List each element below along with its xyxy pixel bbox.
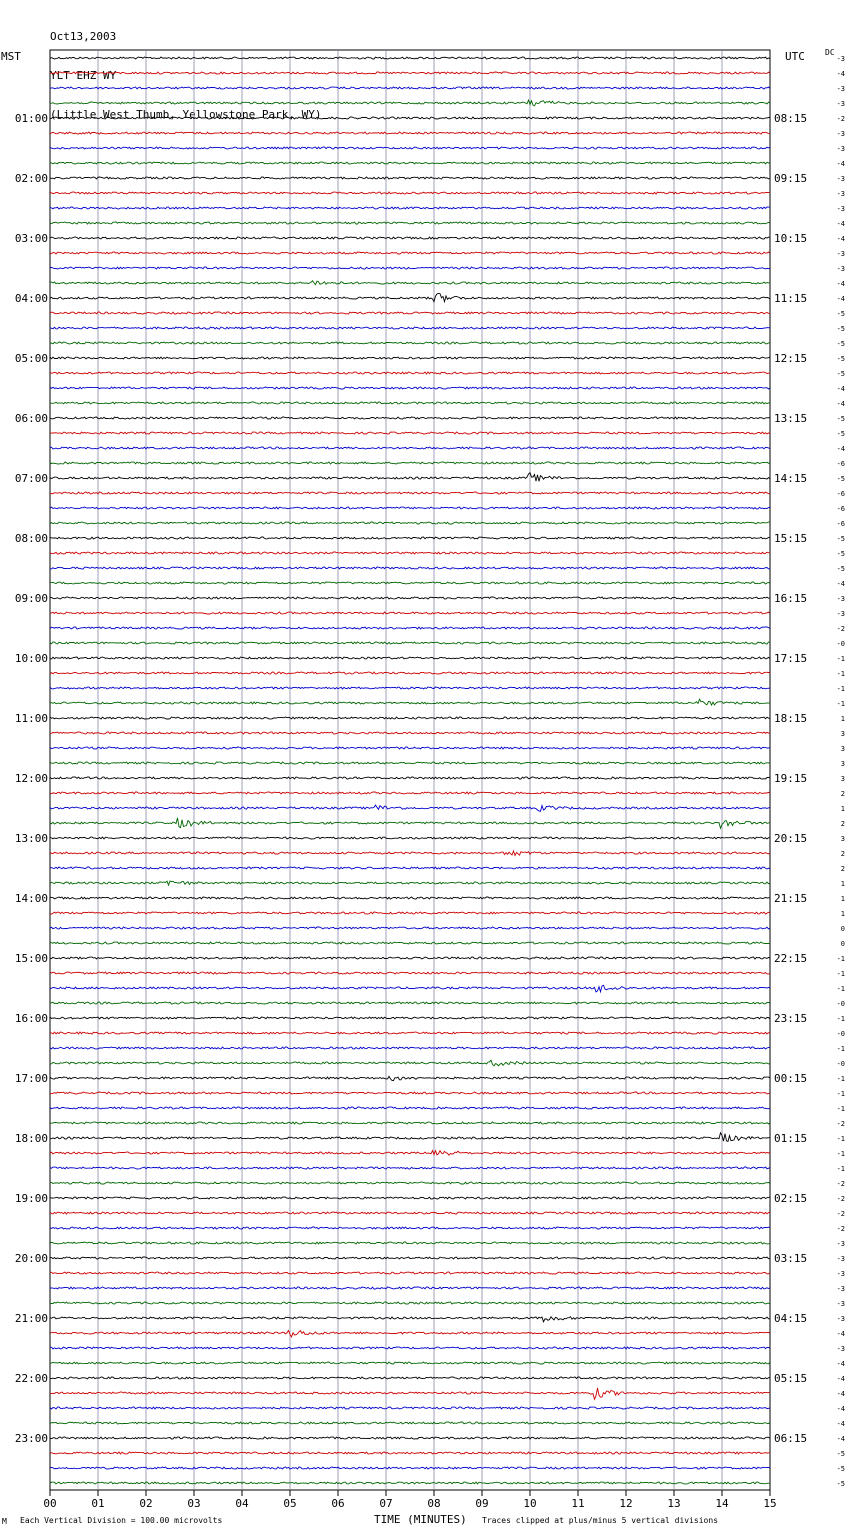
seismic-trace	[50, 357, 770, 359]
dc-offset-value: -4	[836, 220, 845, 228]
seismic-trace	[50, 1347, 770, 1349]
seismic-trace	[50, 1151, 770, 1156]
seismic-trace	[50, 462, 770, 464]
dc-offset-value: -4	[836, 385, 845, 393]
dc-offset-value: -3	[836, 1345, 845, 1353]
mst-hour-label: 12:00	[14, 772, 48, 785]
x-tick-label: 14	[715, 1497, 729, 1510]
dc-offset-value: -0	[836, 1060, 845, 1068]
dc-offset-value: 3	[840, 745, 845, 753]
utc-hour-label: 19:15	[774, 772, 808, 785]
dc-offset-value: -1	[836, 685, 845, 693]
seismic-trace	[50, 1452, 770, 1454]
dc-offset-value: 2	[840, 820, 845, 828]
utc-hour-label: 01:15	[774, 1132, 808, 1145]
mst-hour-label: 07:00	[14, 472, 48, 485]
seismic-trace	[50, 192, 770, 194]
seismic-trace	[50, 522, 770, 524]
seismic-trace	[50, 1272, 770, 1274]
utc-hour-label: 21:15	[774, 892, 808, 905]
seismic-trace	[50, 1197, 770, 1199]
seismic-trace	[50, 87, 770, 89]
utc-hour-label: 04:15	[774, 1312, 808, 1325]
corner-mark: M	[2, 1517, 7, 1526]
dc-offset-value: 2	[840, 850, 845, 858]
seismic-trace	[50, 100, 770, 106]
x-tick-label: 05	[283, 1497, 297, 1510]
dc-offset-value: 2	[840, 790, 845, 798]
dc-offset-value: -5	[836, 310, 845, 318]
dc-offset-value: -4	[836, 1405, 845, 1413]
seismic-trace	[50, 1482, 770, 1484]
dc-offset-value: -4	[836, 1420, 845, 1428]
plot-frame	[50, 50, 770, 1490]
utc-hour-label: 18:15	[774, 712, 808, 725]
dc-offset-value: -4	[836, 1435, 845, 1443]
mst-hour-label: 08:00	[14, 532, 48, 545]
seismic-trace	[50, 342, 770, 344]
mst-hour-label: 16:00	[14, 1012, 48, 1025]
plot-date: Oct13,2003	[50, 30, 117, 43]
seismic-trace	[50, 1437, 770, 1439]
seismic-trace	[50, 1107, 770, 1109]
utc-hour-label: 14:15	[774, 472, 808, 485]
mst-hour-label: 23:00	[14, 1432, 48, 1445]
dc-offset-value: -3	[836, 130, 845, 138]
seismic-trace	[50, 473, 770, 482]
seismic-trace	[50, 1002, 770, 1004]
seismic-trace	[50, 582, 770, 584]
seismic-trace	[50, 1287, 770, 1289]
seismic-trace	[50, 942, 770, 944]
dc-offset-value: -2	[836, 115, 845, 123]
seismic-trace	[50, 1317, 770, 1322]
x-tick-label: 06	[331, 1497, 345, 1510]
dc-offset-value: -1	[836, 700, 845, 708]
utc-hour-label: 17:15	[774, 652, 808, 665]
utc-hour-label: 06:15	[774, 1432, 808, 1445]
dc-offset-value: -1	[836, 1105, 845, 1113]
dc-offset-value: 3	[840, 760, 845, 768]
x-tick-label: 02	[139, 1497, 153, 1510]
mst-hour-label: 13:00	[14, 832, 48, 845]
dc-offset-value: -5	[836, 1465, 845, 1473]
x-tick-label: 08	[427, 1497, 441, 1510]
dc-offset-value: -5	[836, 340, 845, 348]
x-tick-label: 12	[619, 1497, 633, 1510]
seismic-trace	[50, 1227, 770, 1229]
mst-hour-label: 02:00	[14, 172, 48, 185]
seismic-trace	[50, 147, 770, 149]
seismic-trace	[50, 117, 770, 119]
mst-hour-label: 14:00	[14, 892, 48, 905]
seismic-trace	[50, 293, 770, 301]
dc-offset-value: -2	[836, 1210, 845, 1218]
dc-offset-value: -6	[836, 505, 845, 513]
mst-hour-label: 09:00	[14, 592, 48, 605]
dc-offset-value: -0	[836, 1000, 845, 1008]
x-tick-label: 00	[43, 1497, 57, 1510]
utc-hour-label: 20:15	[774, 832, 808, 845]
dc-offset-value: -1	[836, 970, 845, 978]
seismic-trace	[50, 1133, 770, 1142]
dc-offset-value: 1	[840, 805, 845, 813]
seismic-trace	[50, 57, 770, 59]
seismic-trace	[50, 417, 770, 419]
x-tick-label: 09	[475, 1497, 489, 1510]
dc-offset-value: -5	[836, 1450, 845, 1458]
dc-offset-value: 1	[840, 880, 845, 888]
seismic-trace	[50, 747, 770, 749]
seismic-trace	[50, 281, 770, 285]
seismic-trace	[50, 627, 770, 629]
seismic-trace	[50, 897, 770, 899]
x-tick-label: 04	[235, 1497, 249, 1510]
station-code: YLT EHZ WY	[50, 69, 117, 82]
dc-offset-header: DC	[825, 48, 835, 57]
dc-offset-value: 1	[840, 715, 845, 723]
seismic-trace	[50, 762, 770, 764]
dc-offset-value: 1	[840, 895, 845, 903]
dc-offset-value: -4	[836, 1330, 845, 1338]
dc-offset-value: -0	[836, 1030, 845, 1038]
seismic-trace	[50, 372, 770, 374]
seismic-trace	[50, 1182, 770, 1184]
utc-hour-label: 08:15	[774, 112, 808, 125]
seismic-trace	[50, 657, 770, 659]
seismic-trace	[50, 1407, 770, 1409]
seismic-trace	[50, 1257, 770, 1259]
seismic-trace	[50, 1302, 770, 1304]
mst-hour-label: 20:00	[14, 1252, 48, 1265]
x-tick-label: 13	[667, 1497, 681, 1510]
seismic-trace	[50, 805, 770, 811]
seismic-trace	[50, 837, 770, 839]
utc-hour-label: 12:15	[774, 352, 808, 365]
clipping-note: Traces clipped at plus/minus 5 vertical divisions	[482, 1516, 719, 1525]
dc-offset-value: -3	[836, 1240, 845, 1248]
dc-offset-value: -5	[836, 1480, 845, 1488]
x-tick-label: 15	[763, 1497, 777, 1510]
seismic-trace	[50, 732, 770, 734]
seismic-trace	[50, 777, 770, 779]
seismic-trace	[50, 1388, 770, 1399]
dc-offset-value: -2	[836, 1180, 845, 1188]
x-tick-label: 03	[187, 1497, 201, 1510]
x-tick-label: 11	[571, 1497, 585, 1510]
utc-hour-label: 09:15	[774, 172, 808, 185]
dc-offset-value: -1	[836, 1165, 845, 1173]
dc-offset-value: -1	[836, 1150, 845, 1158]
dc-offset-value: -6	[836, 460, 845, 468]
dc-offset-value: -6	[836, 520, 845, 528]
dc-offset-value: -5	[836, 325, 845, 333]
dc-offset-value: -3	[836, 85, 845, 93]
dc-offset-value: -2	[836, 625, 845, 633]
seismic-trace	[50, 597, 770, 599]
dc-offset-value: -1	[836, 1045, 845, 1053]
mst-hour-label: 11:00	[14, 712, 48, 725]
dc-offset-value: -1	[836, 655, 845, 663]
seismic-trace	[50, 672, 770, 674]
mst-hour-label: 03:00	[14, 232, 48, 245]
seismic-trace	[50, 792, 770, 794]
dc-offset-value: -3	[836, 190, 845, 198]
seismic-trace	[50, 1060, 770, 1066]
seismic-trace	[50, 267, 770, 269]
mst-hour-label: 01:00	[14, 112, 48, 125]
seismic-trace	[50, 642, 770, 644]
dc-offset-value: -3	[836, 1255, 845, 1263]
seismic-trace	[50, 552, 770, 554]
dc-offset-value: -5	[836, 565, 845, 573]
seismic-trace	[50, 1076, 770, 1080]
dc-offset-value: -1	[836, 1015, 845, 1023]
dc-offset-value: -3	[836, 1285, 845, 1293]
seismic-trace	[50, 612, 770, 614]
dc-offset-value: -5	[836, 430, 845, 438]
utc-hour-label: 05:15	[774, 1372, 808, 1385]
dc-offset-value: -4	[836, 160, 845, 168]
seismic-trace	[50, 237, 770, 239]
utc-hour-label: 13:15	[774, 412, 808, 425]
dc-offset-value: -5	[836, 355, 845, 363]
utc-hour-label: 03:15	[774, 1252, 808, 1265]
dc-offset-value: -3	[836, 610, 845, 618]
seismic-trace	[50, 687, 770, 689]
utc-hour-label: 16:15	[774, 592, 808, 605]
seismic-trace	[50, 867, 770, 869]
dc-offset-value: -1	[836, 1090, 845, 1098]
dc-offset-value: -5	[836, 535, 845, 543]
seismic-trace	[50, 1467, 770, 1469]
dc-offset-value: -4	[836, 1360, 845, 1368]
seismic-trace	[50, 985, 770, 992]
seismic-trace	[50, 717, 770, 719]
utc-hour-label: 10:15	[774, 232, 808, 245]
mst-hour-label: 21:00	[14, 1312, 48, 1325]
dc-offset-value: 2	[840, 865, 845, 873]
x-tick-label: 07	[379, 1497, 393, 1510]
dc-offset-value: -2	[836, 1195, 845, 1203]
utc-hour-label: 11:15	[774, 292, 808, 305]
seismic-trace	[50, 1331, 770, 1337]
seismic-trace	[50, 1047, 770, 1049]
seismic-trace	[50, 1212, 770, 1214]
dc-offset-value: 0	[840, 940, 845, 948]
seismic-trace	[50, 252, 770, 254]
seismic-trace	[50, 972, 770, 974]
mst-hour-label: 17:00	[14, 1072, 48, 1085]
seismic-trace	[50, 1422, 770, 1424]
vertical-division-note: Each Vertical Division = 100.00 microvolts	[20, 1516, 223, 1525]
utc-hour-label: 22:15	[774, 952, 808, 965]
dc-offset-value: -3	[836, 175, 845, 183]
seismic-trace	[50, 72, 770, 74]
seismic-trace	[50, 492, 770, 494]
dc-offset-value: -4	[836, 295, 845, 303]
dc-offset-value: -3	[836, 145, 845, 153]
mst-hour-label: 22:00	[14, 1372, 48, 1385]
seismic-trace	[50, 177, 770, 179]
dc-offset-value: -5	[836, 370, 845, 378]
dc-offset-value: -3	[836, 1300, 845, 1308]
right-timezone-label: UTC	[785, 50, 805, 63]
seismic-trace	[50, 957, 770, 959]
dc-offset-value: -3	[836, 250, 845, 258]
dc-offset-value: -4	[836, 400, 845, 408]
dc-offset-value: -4	[836, 280, 845, 288]
dc-offset-value: -1	[836, 670, 845, 678]
dc-offset-value: -3	[836, 100, 845, 108]
dc-offset-value: -1	[836, 1075, 845, 1083]
seismic-trace	[50, 207, 770, 209]
dc-offset-value: -6	[836, 490, 845, 498]
seismic-trace	[50, 387, 770, 389]
seismic-trace	[50, 222, 770, 224]
dc-offset-value: -3	[836, 595, 845, 603]
dc-offset-value: -5	[836, 475, 845, 483]
dc-offset-value: 1	[840, 910, 845, 918]
seismic-trace	[50, 537, 770, 539]
utc-hour-label: 15:15	[774, 532, 808, 545]
seismic-trace	[50, 851, 770, 856]
dc-offset-value: -4	[836, 580, 845, 588]
dc-offset-value: -1	[836, 985, 845, 993]
dc-offset-value: -2	[836, 1225, 845, 1233]
seismic-trace	[50, 132, 770, 134]
seismic-trace	[50, 1032, 770, 1034]
seismic-trace	[50, 447, 770, 449]
mst-hour-label: 18:00	[14, 1132, 48, 1145]
x-tick-label: 10	[523, 1497, 537, 1510]
mst-hour-label: 05:00	[14, 352, 48, 365]
dc-offset-value: -3	[836, 265, 845, 273]
station-location: (Little West Thumb, Yellowstone Park, WY)	[50, 108, 322, 121]
seismic-trace	[50, 312, 770, 314]
x-tick-label: 01	[91, 1497, 105, 1510]
utc-hour-label: 02:15	[774, 1192, 808, 1205]
dc-offset-value: -4	[836, 1375, 845, 1383]
seismic-trace	[50, 1242, 770, 1244]
seismic-trace	[50, 818, 770, 828]
mst-hour-label: 10:00	[14, 652, 48, 665]
dc-offset-value: -3	[836, 1270, 845, 1278]
mst-hour-label: 06:00	[14, 412, 48, 425]
dc-offset-value: -5	[836, 550, 845, 558]
seismic-trace	[50, 402, 770, 404]
utc-hour-label: 23:15	[774, 1012, 808, 1025]
left-timezone-label: MST	[1, 50, 21, 63]
x-axis-title: TIME (MINUTES)	[374, 1513, 467, 1526]
dc-offset-value: -3	[836, 55, 845, 63]
dc-offset-value: -2	[836, 1120, 845, 1128]
dc-offset-value: 3	[840, 730, 845, 738]
dc-offset-value: -3	[836, 1315, 845, 1323]
mst-hour-label: 15:00	[14, 952, 48, 965]
utc-hour-label: 00:15	[774, 1072, 808, 1085]
dc-offset-value: -0	[836, 640, 845, 648]
dc-offset-value: -4	[836, 445, 845, 453]
seismic-trace	[50, 162, 770, 164]
seismic-trace	[50, 1092, 770, 1094]
seismic-trace	[50, 699, 770, 705]
seismic-trace	[50, 1362, 770, 1364]
seismic-trace	[50, 567, 770, 569]
dc-offset-value: -1	[836, 955, 845, 963]
seismic-trace	[50, 927, 770, 929]
seismic-trace	[50, 432, 770, 434]
dc-offset-value: -4	[836, 70, 845, 78]
dc-offset-value: -5	[836, 415, 845, 423]
seismic-trace	[50, 1017, 770, 1019]
mst-hour-label: 04:00	[14, 292, 48, 305]
seismic-trace	[50, 1122, 770, 1124]
dc-offset-value: -4	[836, 235, 845, 243]
seismic-trace	[50, 881, 770, 885]
mst-hour-label: 19:00	[14, 1192, 48, 1205]
dc-offset-value: 3	[840, 775, 845, 783]
seismic-trace	[50, 1167, 770, 1169]
seismic-trace	[50, 1377, 770, 1379]
dc-offset-value: -3	[836, 205, 845, 213]
seismic-trace	[50, 327, 770, 329]
dc-offset-value: 0	[840, 925, 845, 933]
dc-offset-value: -1	[836, 1135, 845, 1143]
dc-offset-value: 3	[840, 835, 845, 843]
dc-offset-value: -4	[836, 1390, 845, 1398]
seismic-trace	[50, 507, 770, 509]
seismic-trace	[50, 912, 770, 914]
